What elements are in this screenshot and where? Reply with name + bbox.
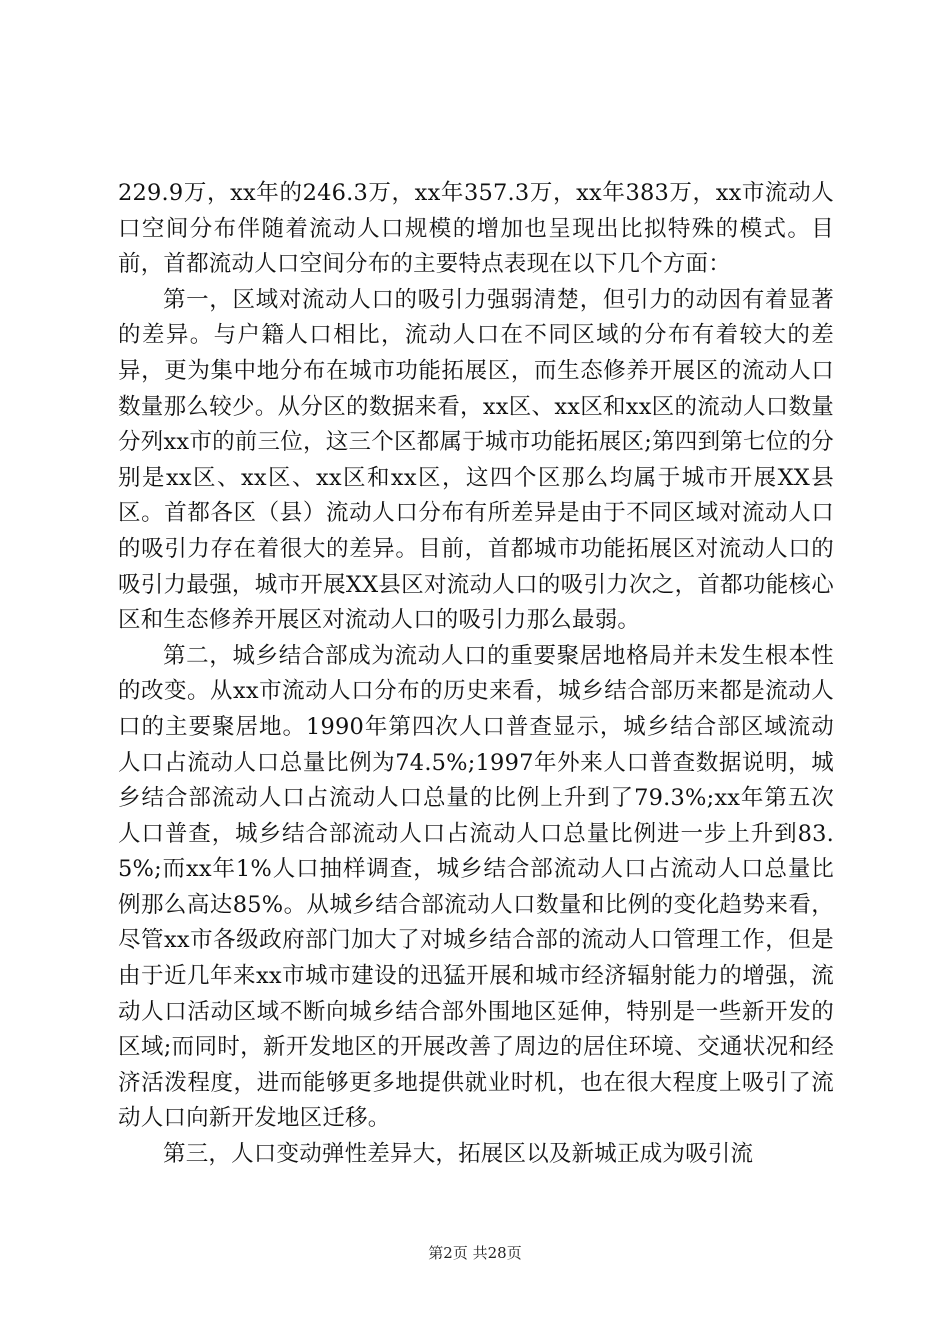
page-number-label: 第2页 共28页 [428, 1244, 522, 1262]
paragraph-1: 229.9万，xx年的246.3万，xx年357.3万，xx年383万，xx市流动人口空间分布伴随着流动人口规模的增加也呈现出比拟特殊的模式。目前，首都流动人口空间分布的主要特点表现在以下几个方面： [118, 180, 834, 278]
paragraph-3: 第二，城乡结合部成为流动人口的重要聚居地格局并未发生根本性的改变。从xx市流动人口分布的历史来看，城乡结合部历来都是流动人口的主要聚居地。1990年第四次人口普查显示，城乡结合部区域流动人口占流动人口总量比例为74.5%;1997年外来人口普查数据说明，城乡结合部流动人口占流动人口总量的比例上升到了79.3%;xx年第五次人口普查，城乡结合部流动人口占流动人口总量比例进一步上升到83.5%;而xx年1%人口抽样调查，城乡结合部流动人口占流动人口总量比例那么高达85%。从城乡结合部流动人口数量和比例的变化趋势来看，尽管xx市各级政府部门加大了对城乡结合部的流动人口管理工作，但是由于近几年来xx市城市建设的迅猛开展和城市经济辐射能力的增强，流动人口活动区域不断向城乡结合部外围地区延伸，特别是一些新开发的区域;而同时，新开发地区的开展改善了周边的居住环境、交通状况和经济活泼程度，进而能够更多地提供就业时机，也在很大程度上吸引了流动人口向新开发地区迁移。 [118, 642, 834, 1132]
paragraph-2: 第一，区域对流动人口的吸引力强弱清楚，但引力的动因有着显著的差异。与户籍人口相比，流动人口在不同区域的分布有着较大的差异，更为集中地分布在城市功能拓展区，而生态修养开展区的流动人口数量那么较少。从分区的数据来看，xx区、xx区和xx区的流动人口数量分列xx市的前三位，这三个区都属于城市功能拓展区;第四到第七位的分别是xx区、xx区、xx区和xx区，这四个区那么均属于城市开展XX县区。首都各区（县）流动人口分布有所差异是由于不同区域对流动人口的吸引力存在着很大的差异。目前，首都城市功能拓展区对流动人口的吸引力最强，城市开展XX县区对流动人口的吸引力次之，首都功能核心区和生态修养开展区对流动人口的吸引力那么最弱。 [118, 286, 834, 634]
page-footer [0, 1243, 950, 1263]
document-body [118, 176, 834, 1173]
paragraph-4: 第三，人口变动弹性差异大，拓展区以及新城正成为吸引流 [163, 1141, 754, 1168]
